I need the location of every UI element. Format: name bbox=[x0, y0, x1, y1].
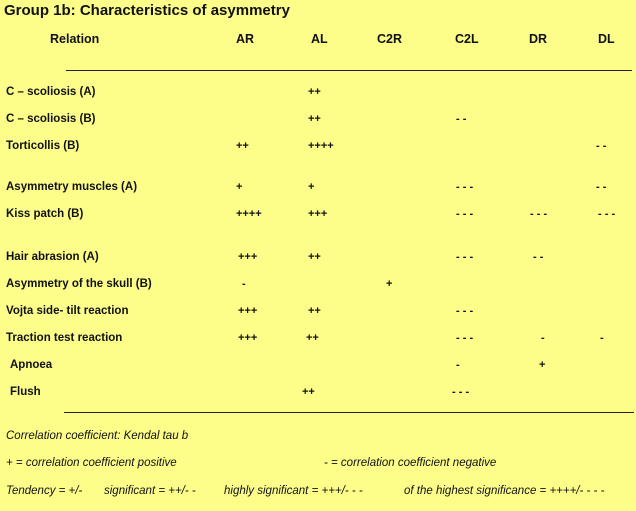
highest-significance-legend: of the highest significance = ++++/- - - - bbox=[404, 485, 605, 497]
cell-dr: - - - bbox=[530, 208, 548, 220]
cell-al: ++ bbox=[302, 386, 315, 398]
row-label: C – scoliosis (B) bbox=[6, 113, 96, 125]
cell-dr: - bbox=[541, 332, 545, 344]
cell-ar: +++ bbox=[238, 332, 258, 344]
row-label: Apnoea bbox=[10, 359, 53, 371]
tendency-legend: Tendency = +/- bbox=[6, 485, 83, 497]
cell-dl: - - bbox=[596, 181, 607, 193]
cell-c2l: - - - bbox=[456, 251, 474, 263]
cell-al: ++ bbox=[308, 86, 321, 98]
cell-ar: +++ bbox=[238, 305, 258, 317]
cell-al: + bbox=[308, 181, 315, 193]
row-label: Flush bbox=[10, 386, 41, 398]
table-row bbox=[0, 305, 636, 323]
cell-ar: +++ bbox=[238, 251, 258, 263]
cell-al: ++ bbox=[308, 113, 321, 125]
cell-ar: - bbox=[242, 278, 246, 290]
header-relation: Relation bbox=[50, 32, 100, 46]
positive-legend: + = correlation coefficient positive bbox=[6, 457, 177, 469]
row-label: Asymmetry of the skull (B) bbox=[6, 278, 152, 290]
cell-c2l: - - - bbox=[456, 305, 474, 317]
cell-c2l: - - - bbox=[456, 181, 474, 193]
table-row bbox=[0, 386, 636, 404]
table-row bbox=[0, 113, 636, 131]
cell-al: ++++ bbox=[308, 140, 334, 152]
cell-al: ++ bbox=[308, 305, 321, 317]
cell-dl: - bbox=[600, 332, 604, 344]
cell-ar: + bbox=[236, 181, 243, 193]
top-rule bbox=[66, 70, 632, 71]
table-row bbox=[0, 332, 636, 350]
cell-al: +++ bbox=[308, 208, 328, 220]
negative-legend: - = correlation coefficient negative bbox=[324, 457, 497, 469]
header-dl: DL bbox=[598, 32, 615, 46]
sign-legend bbox=[6, 457, 626, 473]
header-ar: AR bbox=[236, 32, 255, 46]
cell-al: ++ bbox=[306, 332, 319, 344]
table-row bbox=[0, 251, 636, 269]
table-title: Group 1b: Characteristics of asymmetry bbox=[4, 2, 290, 19]
row-label: C – scoliosis (A) bbox=[6, 86, 96, 98]
cell-c2l: - - - bbox=[456, 208, 474, 220]
cell-c2l: - - - bbox=[452, 386, 470, 398]
cell-dl: - - bbox=[596, 140, 607, 152]
header-dr: DR bbox=[529, 32, 548, 46]
header-al: AL bbox=[311, 32, 328, 46]
cell-c2l: - bbox=[456, 359, 460, 371]
row-label: Torticollis (B) bbox=[6, 140, 80, 152]
cell-dr: - - bbox=[533, 251, 544, 263]
row-label: Asymmetry muscles (A) bbox=[6, 181, 138, 193]
cell-dr: + bbox=[539, 359, 546, 371]
table-row bbox=[0, 181, 636, 199]
table-row bbox=[0, 86, 636, 104]
cell-c2r: + bbox=[386, 278, 393, 290]
cell-ar: ++++ bbox=[236, 208, 262, 220]
cell-al: ++ bbox=[308, 251, 321, 263]
cell-ar: ++ bbox=[236, 140, 249, 152]
cell-c2l: - - bbox=[456, 113, 467, 125]
highly-significant-legend: highly significant = +++/- - - bbox=[224, 485, 363, 497]
table-row bbox=[0, 278, 636, 296]
correlation-note: Correlation coefficient: Kendal tau b bbox=[6, 430, 189, 442]
significance-legend bbox=[6, 485, 632, 501]
cell-c2l: - - - bbox=[456, 332, 474, 344]
row-label: Hair abrasion (A) bbox=[6, 251, 99, 263]
header-c2r: C2R bbox=[377, 32, 403, 46]
header-c2l: C2L bbox=[455, 32, 479, 46]
row-label: Kiss patch (B) bbox=[6, 208, 84, 220]
row-label: Traction test reaction bbox=[6, 332, 123, 344]
row-label: Vojta side- tilt reaction bbox=[6, 305, 129, 317]
significant-legend: significant = ++/- - bbox=[104, 485, 196, 497]
cell-dl: - - - bbox=[598, 208, 616, 220]
table-row bbox=[0, 208, 636, 226]
bottom-rule bbox=[64, 412, 634, 413]
table-row bbox=[0, 359, 636, 377]
table-row bbox=[0, 140, 636, 158]
